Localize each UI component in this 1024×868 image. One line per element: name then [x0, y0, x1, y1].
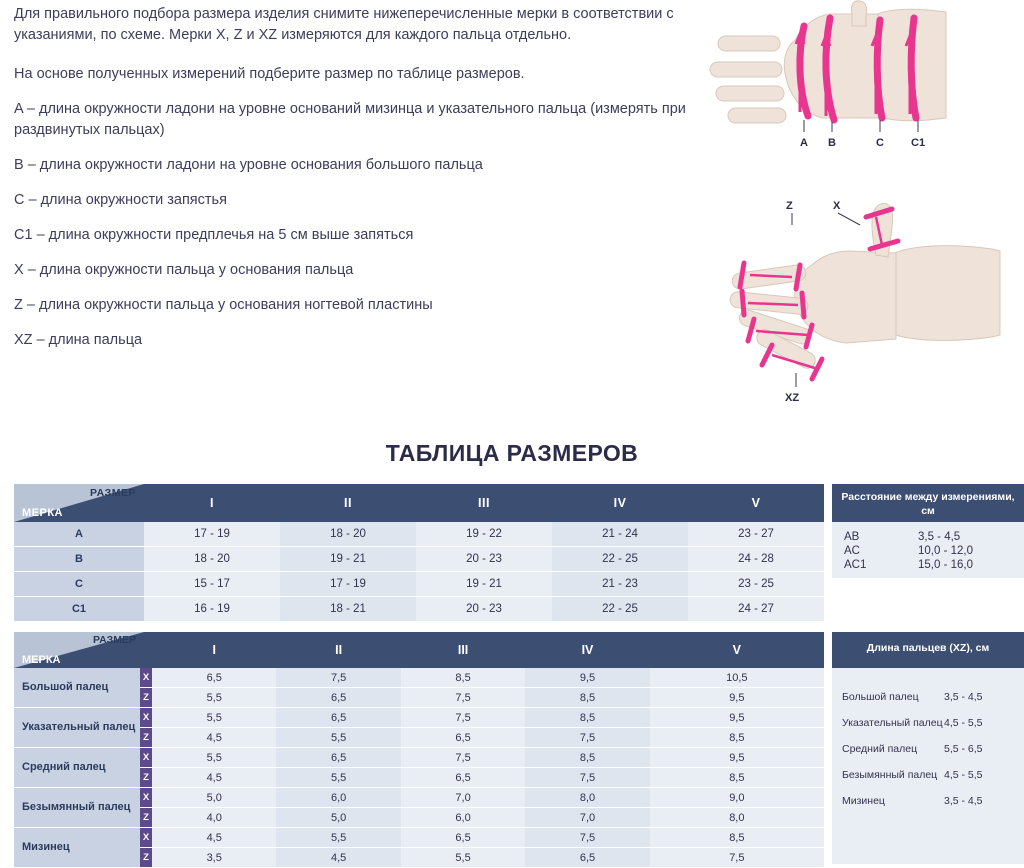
- table-2-cell: 3,5: [152, 848, 276, 868]
- table-1-header-row: [14, 484, 824, 522]
- table-2-cell: 8,5: [525, 748, 649, 768]
- table-2-cell: 6,0: [276, 788, 400, 808]
- intro-paragraph-1: Для правильного подбора размера изделия снимите нижеперечисленные мерки в соответствии с указаниями, по схеме. Мерки X, Z и XZ измеряются для каждого пальца отдельно.: [14, 6, 674, 43]
- table-2-col-1: I: [152, 632, 276, 668]
- table-1-cell: 18 - 20: [280, 522, 416, 547]
- hand-diagram-bottom: [700, 195, 1024, 415]
- side-1-value-ab: 3,5 - 4,5: [918, 531, 961, 543]
- table-2-cell: 9,5: [650, 708, 824, 728]
- table-1-cell: 24 - 27: [688, 597, 824, 622]
- legend-item-c1: C1 – длина окружности предплечья на 5 см выше запяться: [14, 227, 414, 243]
- table-2-x-label: X: [140, 748, 152, 768]
- table-2-cell: 4,5: [152, 728, 276, 748]
- list-item: [832, 684, 1024, 710]
- list-item: [832, 544, 1024, 558]
- distance-between-measurements-box: [832, 484, 1024, 578]
- table-1-col-1: I: [144, 484, 280, 522]
- table-2-z-label: Z: [140, 728, 152, 748]
- size-table-2-wrap: [14, 632, 824, 868]
- list-item: [832, 710, 1024, 736]
- table-row: [14, 572, 824, 597]
- table-2-cell: 7,5: [276, 668, 400, 688]
- table-2-header-row: [14, 632, 824, 668]
- table-2-cell: 6,5: [401, 728, 525, 748]
- side-2-value-ring: 4,5 - 5,5: [944, 769, 983, 781]
- side-box-2-rows: [832, 668, 1024, 814]
- table-2-col-3: III: [401, 632, 525, 668]
- side-2-key-ring: Безымянный палец: [842, 769, 938, 781]
- table-2-cell: 9,5: [525, 668, 649, 688]
- table-2-z-label: Z: [140, 848, 152, 868]
- diagram-label-x: X: [833, 200, 841, 212]
- diagram-label-c: C: [876, 137, 884, 149]
- table-2-cell: 6,5: [401, 828, 525, 848]
- table-1-corner-cell: [14, 484, 144, 522]
- list-item: [832, 788, 1024, 814]
- table-2-cell: 8,5: [650, 728, 824, 748]
- table-1-cell: 19 - 21: [416, 572, 552, 597]
- table-2-corner-cell: [14, 632, 152, 668]
- table-2-cell: 7,5: [650, 848, 824, 868]
- table-2-x-label: X: [140, 788, 152, 808]
- table-2-z-label: Z: [140, 768, 152, 788]
- page-title: ТАБЛИЦА РАЗМЕРОВ: [385, 440, 639, 466]
- intro-paragraph-2: На основе полученных измерений подберите размер по таблице размеров.: [14, 66, 525, 82]
- side-1-key-ac: AC: [844, 545, 860, 557]
- table-2-cell: 9,0: [650, 788, 824, 808]
- side-2-key-index: Указательный палец: [842, 717, 943, 729]
- size-table-1: [14, 484, 824, 622]
- diagram-label-b: B: [828, 137, 836, 149]
- size-table-1-wrap: [14, 484, 824, 622]
- table-2-cell: 7,5: [401, 708, 525, 728]
- table-1-col-3: III: [416, 484, 552, 522]
- table-2-cell: 7,0: [401, 788, 525, 808]
- table-2-finger-thumb: Большой палец: [14, 668, 140, 708]
- table-2-cell: 5,5: [152, 748, 276, 768]
- side-1-key-ab: AB: [844, 531, 860, 543]
- table-row: [14, 828, 824, 848]
- legend-item-c: C – длина окружности запястья: [14, 192, 227, 208]
- table-1-cell: 19 - 22: [416, 522, 552, 547]
- side-2-key-thumb: Большой палец: [842, 691, 919, 703]
- diagram-label-z: Z: [786, 200, 793, 212]
- table-2-z-label: Z: [140, 688, 152, 708]
- corner-measure-label: МЕРКА: [22, 507, 63, 519]
- table-2-cell: 8,0: [650, 808, 824, 828]
- table-1-cell: 23 - 27: [688, 522, 824, 547]
- table-2-cell: 8,5: [525, 688, 649, 708]
- table-2-cell: 7,5: [401, 688, 525, 708]
- table-1-cell: 22 - 25: [552, 547, 688, 572]
- table-2-cell: 5,5: [152, 708, 276, 728]
- side-box-1-rows: [832, 522, 1024, 578]
- hand-diagram-top: [700, 0, 1024, 170]
- table-row: [14, 522, 824, 547]
- table-2-cell: 8,5: [525, 708, 649, 728]
- table-2-cell: 6,5: [152, 668, 276, 688]
- table-1-row-label-b: B: [14, 547, 144, 572]
- table-1-row-label-a: A: [14, 522, 144, 547]
- table-2-cell: 4,0: [152, 808, 276, 828]
- table-2-cell: 6,5: [276, 708, 400, 728]
- table-2-cell: 6,5: [525, 848, 649, 868]
- table-1-cell: 18 - 21: [280, 597, 416, 622]
- side-1-value-ac1: 15,0 - 16,0: [918, 559, 973, 571]
- table-2-cell: 5,0: [152, 788, 276, 808]
- table-1-cell: 15 - 17: [144, 572, 280, 597]
- table-2-cell: 7,5: [525, 828, 649, 848]
- table-1-col-5: V: [688, 484, 824, 522]
- table-2-cell: 8,0: [525, 788, 649, 808]
- legend-item-xz: XZ – длина пальца: [14, 332, 143, 348]
- table-row: [14, 748, 824, 768]
- table-2-cell: 5,5: [276, 768, 400, 788]
- table-2-cell: 8,5: [650, 768, 824, 788]
- table-2-cell: 5,5: [152, 688, 276, 708]
- table-1-cell: 17 - 19: [280, 572, 416, 597]
- side-box-2-header: Длина пальцев (XZ), см: [832, 632, 1024, 668]
- table-1-cell: 21 - 23: [552, 572, 688, 597]
- diagram-label-a: A: [800, 137, 808, 149]
- diagram-label-xz: XZ: [785, 392, 800, 404]
- table-2-cell: 6,5: [276, 748, 400, 768]
- table-2-cell: 8,5: [401, 668, 525, 688]
- table-2-cell: 6,0: [401, 808, 525, 828]
- side-1-key-ac1: AC1: [844, 559, 867, 571]
- size-table-2: [14, 632, 824, 868]
- table-row: [14, 788, 824, 808]
- table-2-cell: 5,0: [276, 808, 400, 828]
- table-2-finger-index: Указательный палец: [14, 708, 140, 748]
- list-item: [832, 736, 1024, 762]
- table-2-cell: 4,5: [152, 768, 276, 788]
- legend-item-b: B – длина окружности ладони на уровне основания большого пальца: [14, 157, 483, 173]
- finger-length-box: [832, 632, 1024, 864]
- table-1-cell: 19 - 21: [280, 547, 416, 572]
- list-item: [832, 558, 1024, 572]
- table-2-cell: 5,5: [401, 848, 525, 868]
- table-2-x-label: X: [140, 828, 152, 848]
- table-row: [14, 597, 824, 622]
- table-1-cell: 24 - 28: [688, 547, 824, 572]
- side-1-value-ac: 10,0 - 12,0: [918, 545, 973, 557]
- side-2-value-thumb: 3,5 - 4,5: [944, 691, 983, 703]
- table-1-cell: 23 - 25: [688, 572, 824, 597]
- table-2-cell: 7,0: [525, 808, 649, 828]
- table-2-finger-little: Мизинец: [14, 828, 140, 868]
- table-2-col-4: IV: [525, 632, 649, 668]
- side-2-value-middle: 5,5 - 6,5: [944, 743, 983, 755]
- table-1-cell: 20 - 23: [416, 547, 552, 572]
- legend-item-a: A – длина окружности ладони на уровне оснований мизинца и указательного пальца (измерять при раздвинутых пальцах): [14, 101, 686, 138]
- table-1-row-label-c: C: [14, 572, 144, 597]
- side-2-value-index: 4,5 - 5,5: [944, 717, 983, 729]
- table-2-cell: 10,5: [650, 668, 824, 688]
- table-2-cell: 9,5: [650, 748, 824, 768]
- intro-text-block: [14, 4, 694, 365]
- corner-size-label: РАЗМЕР: [93, 634, 136, 646]
- table-2-cell: 6,5: [401, 768, 525, 788]
- table-2-cell: 4,5: [276, 848, 400, 868]
- side-2-value-little: 3,5 - 4,5: [944, 795, 983, 807]
- legend-item-z: Z – длина окружности пальца у основания ногтевой пластины: [14, 297, 433, 313]
- diagram-label-c1: C1: [911, 137, 926, 149]
- table-2-cell: 7,5: [525, 728, 649, 748]
- table-2-x-label: X: [140, 708, 152, 728]
- corner-size-label: РАЗМЕР: [90, 487, 136, 499]
- table-2-z-label: Z: [140, 808, 152, 828]
- list-item: [832, 762, 1024, 788]
- table-2-cell: 5,5: [276, 728, 400, 748]
- list-item: [832, 530, 1024, 544]
- table-2-cell: 9,5: [650, 688, 824, 708]
- table-1-cell: 22 - 25: [552, 597, 688, 622]
- table-2-cell: 6,5: [276, 688, 400, 708]
- table-1-cell: 16 - 19: [144, 597, 280, 622]
- table-2-cell: 4,5: [152, 828, 276, 848]
- table-2-cell: 5,5: [276, 828, 400, 848]
- side-2-key-middle: Средний палец: [842, 743, 918, 755]
- table-2-x-label: X: [140, 668, 152, 688]
- table-row: [14, 547, 824, 572]
- table-2-finger-middle: Средний палец: [14, 748, 140, 788]
- table-2-cell: 7,5: [525, 768, 649, 788]
- table-row: [14, 708, 824, 728]
- table-2-col-5: V: [650, 632, 824, 668]
- table-1-col-2: II: [280, 484, 416, 522]
- table-2-cell: 7,5: [401, 748, 525, 768]
- table-1-col-4: IV: [552, 484, 688, 522]
- side-box-1-header: Расстояние между измерениями, см: [832, 484, 1024, 522]
- table-1-cell: 18 - 20: [144, 547, 280, 572]
- table-2-finger-ring: Безымянный палец: [14, 788, 140, 828]
- legend-item-x: X – длина окружности пальца у основания пальца: [14, 262, 354, 278]
- table-1-row-label-c1: C1: [14, 597, 144, 622]
- corner-measure-label: МЕРКА: [22, 654, 61, 666]
- table-1-cell: 17 - 19: [144, 522, 280, 547]
- table-2-cell: 8,5: [650, 828, 824, 848]
- table-row: [14, 668, 824, 688]
- table-1-cell: 21 - 24: [552, 522, 688, 547]
- side-2-key-little: Мизинец: [842, 795, 885, 807]
- table-1-cell: 20 - 23: [416, 597, 552, 622]
- table-2-col-2: II: [276, 632, 400, 668]
